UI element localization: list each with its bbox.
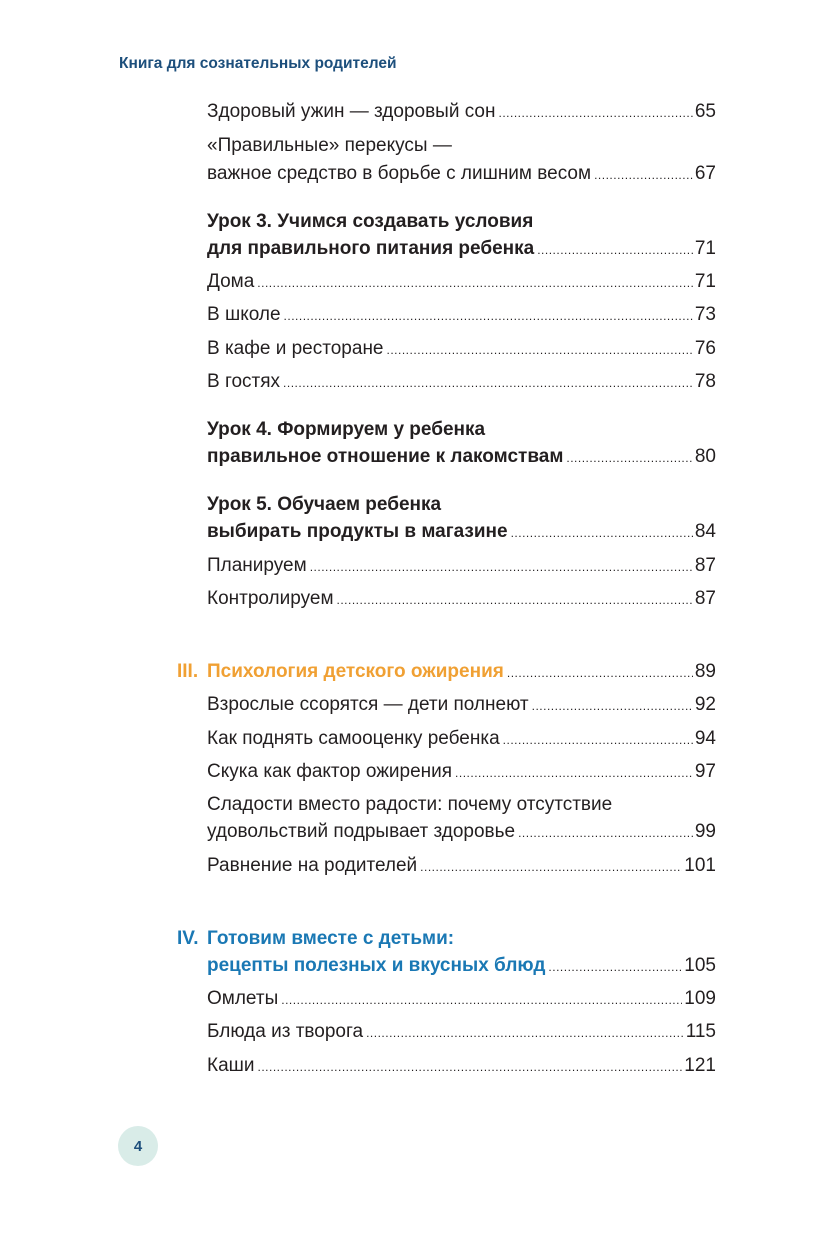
toc-page-number: 80 (694, 446, 716, 467)
toc-page-number: 109 (684, 988, 716, 1009)
toc-lesson5-line1: Урок 5. Обучаем ребенка (207, 494, 442, 515)
toc-entry-title: Планируем (207, 555, 307, 576)
toc-page-number: 101 (684, 855, 716, 876)
toc-entry-snacks-line1: «Правильные» перекусы — (207, 135, 452, 156)
dot-leader (455, 761, 693, 785)
toc-entry-title: Взрослые ссорятся — дети полнеют (207, 694, 529, 715)
dot-leader (566, 446, 692, 470)
toc-entry-title: Скука как фактор ожирения (207, 761, 453, 782)
running-title: Книга для сознательных родителей (119, 55, 397, 72)
toc-part-title: Психология детского ожирения (207, 661, 504, 682)
toc-lesson3-line1: Урок 3. Учимся создавать условия (207, 211, 534, 232)
dot-leader (518, 821, 693, 845)
toc-page-number: 92 (694, 694, 716, 715)
toc-page-number: 65 (694, 101, 716, 122)
toc-entry-sweets (207, 820, 716, 844)
toc-entry-omelets (207, 987, 716, 1011)
toc-entry-title: Дома (207, 271, 255, 292)
dot-leader (257, 271, 693, 295)
toc-page-number: 71 (694, 238, 716, 259)
toc-page-number: 76 (694, 338, 716, 359)
toc-entry-planning (207, 554, 716, 578)
toc-entry-title: В кафе и ресторане (207, 338, 384, 359)
toc-page-number: 87 (694, 555, 716, 576)
dot-leader (532, 694, 693, 718)
toc-part4-line1: Готовим вместе с детьми: (207, 928, 455, 949)
dot-leader (281, 988, 682, 1012)
toc-entry-boredom (207, 760, 716, 784)
page-number-badge: 4 (118, 1126, 158, 1166)
toc-entry-title: Здоровый ужин — здоровый сон (207, 101, 496, 122)
toc-entry-title: В гостях (207, 371, 281, 392)
toc-entry-healthy-dinner (207, 100, 716, 124)
toc-entry-cafe (207, 337, 716, 361)
toc-part4 (207, 954, 716, 978)
toc-entry-title: выбирать продукты в магазине (207, 521, 508, 542)
dot-leader (511, 521, 693, 545)
toc-lesson4 (207, 445, 716, 469)
toc-entry-guests (207, 370, 716, 394)
toc-page-number: 94 (694, 728, 716, 749)
dot-leader (258, 1055, 683, 1079)
toc-entry-title: В школе (207, 304, 281, 325)
toc-lesson3 (207, 237, 716, 261)
toc-entry-title: Блюда из творога (207, 1021, 364, 1042)
dot-leader (284, 304, 693, 328)
toc-entry-title: правильное отношение к лакомствам (207, 446, 564, 467)
toc-part3 (207, 660, 716, 684)
dot-leader (337, 588, 693, 612)
toc-lesson4-line1: Урок 4. Формируем у ребенка (207, 419, 486, 440)
toc-entry-title: Равнение на родителей (207, 855, 418, 876)
toc-entry-school (207, 303, 716, 327)
dot-leader (499, 101, 693, 125)
dot-leader (387, 338, 693, 362)
toc-page-number: 97 (694, 761, 716, 782)
toc-page-number: 89 (694, 661, 716, 682)
toc-entry-self-esteem (207, 727, 716, 751)
toc-page-number: 121 (684, 1055, 716, 1076)
toc-entry-parents (207, 854, 716, 878)
dot-leader (503, 728, 693, 752)
dot-leader (310, 555, 693, 579)
toc-entry-sweets-line1: Сладости вместо радости: почему отсутствие (207, 794, 613, 815)
toc-entry-cottage-cheese (207, 1020, 716, 1044)
toc-entry-title: Как поднять самооценку ребенка (207, 728, 500, 749)
dot-leader (420, 855, 682, 879)
toc-entry-title: Каши (207, 1055, 255, 1076)
toc-page-number: 78 (694, 371, 716, 392)
toc-page-number: 73 (694, 304, 716, 325)
toc-entry-title: важное средство в борьбе с лишним весом (207, 163, 592, 184)
dot-leader (366, 1021, 684, 1045)
toc-page-number: 115 (685, 1021, 716, 1042)
dot-leader (594, 163, 693, 187)
dot-leader (548, 955, 682, 979)
toc-entry-title: для правильного питания ребенка (207, 238, 535, 259)
toc-entry-snacks (207, 162, 716, 186)
toc-page-number: 87 (694, 588, 716, 609)
toc-page-number: 105 (684, 955, 716, 976)
toc-part-title: рецепты полезных и вкусных блюд (207, 955, 546, 976)
toc-entry-adults-quarrel (207, 693, 716, 717)
dot-leader (537, 238, 693, 262)
toc-entry-home (207, 270, 716, 294)
part3-numeral: III. (177, 661, 199, 682)
toc-page-number: 67 (694, 163, 716, 184)
toc-page-number: 99 (694, 821, 716, 842)
toc-lesson5 (207, 520, 716, 544)
toc-page-number: 71 (694, 271, 716, 292)
toc-entry-title: Контролируем (207, 588, 334, 609)
part4-numeral: IV. (177, 928, 199, 949)
toc-entry-porridge (207, 1054, 716, 1078)
dot-leader (283, 371, 693, 395)
toc-entry-title: Омлеты (207, 988, 279, 1009)
toc-entry-title: удовольствий подрывает здоровье (207, 821, 516, 842)
toc-entry-control (207, 587, 716, 611)
toc-page-number: 84 (694, 521, 716, 542)
dot-leader (507, 661, 693, 685)
